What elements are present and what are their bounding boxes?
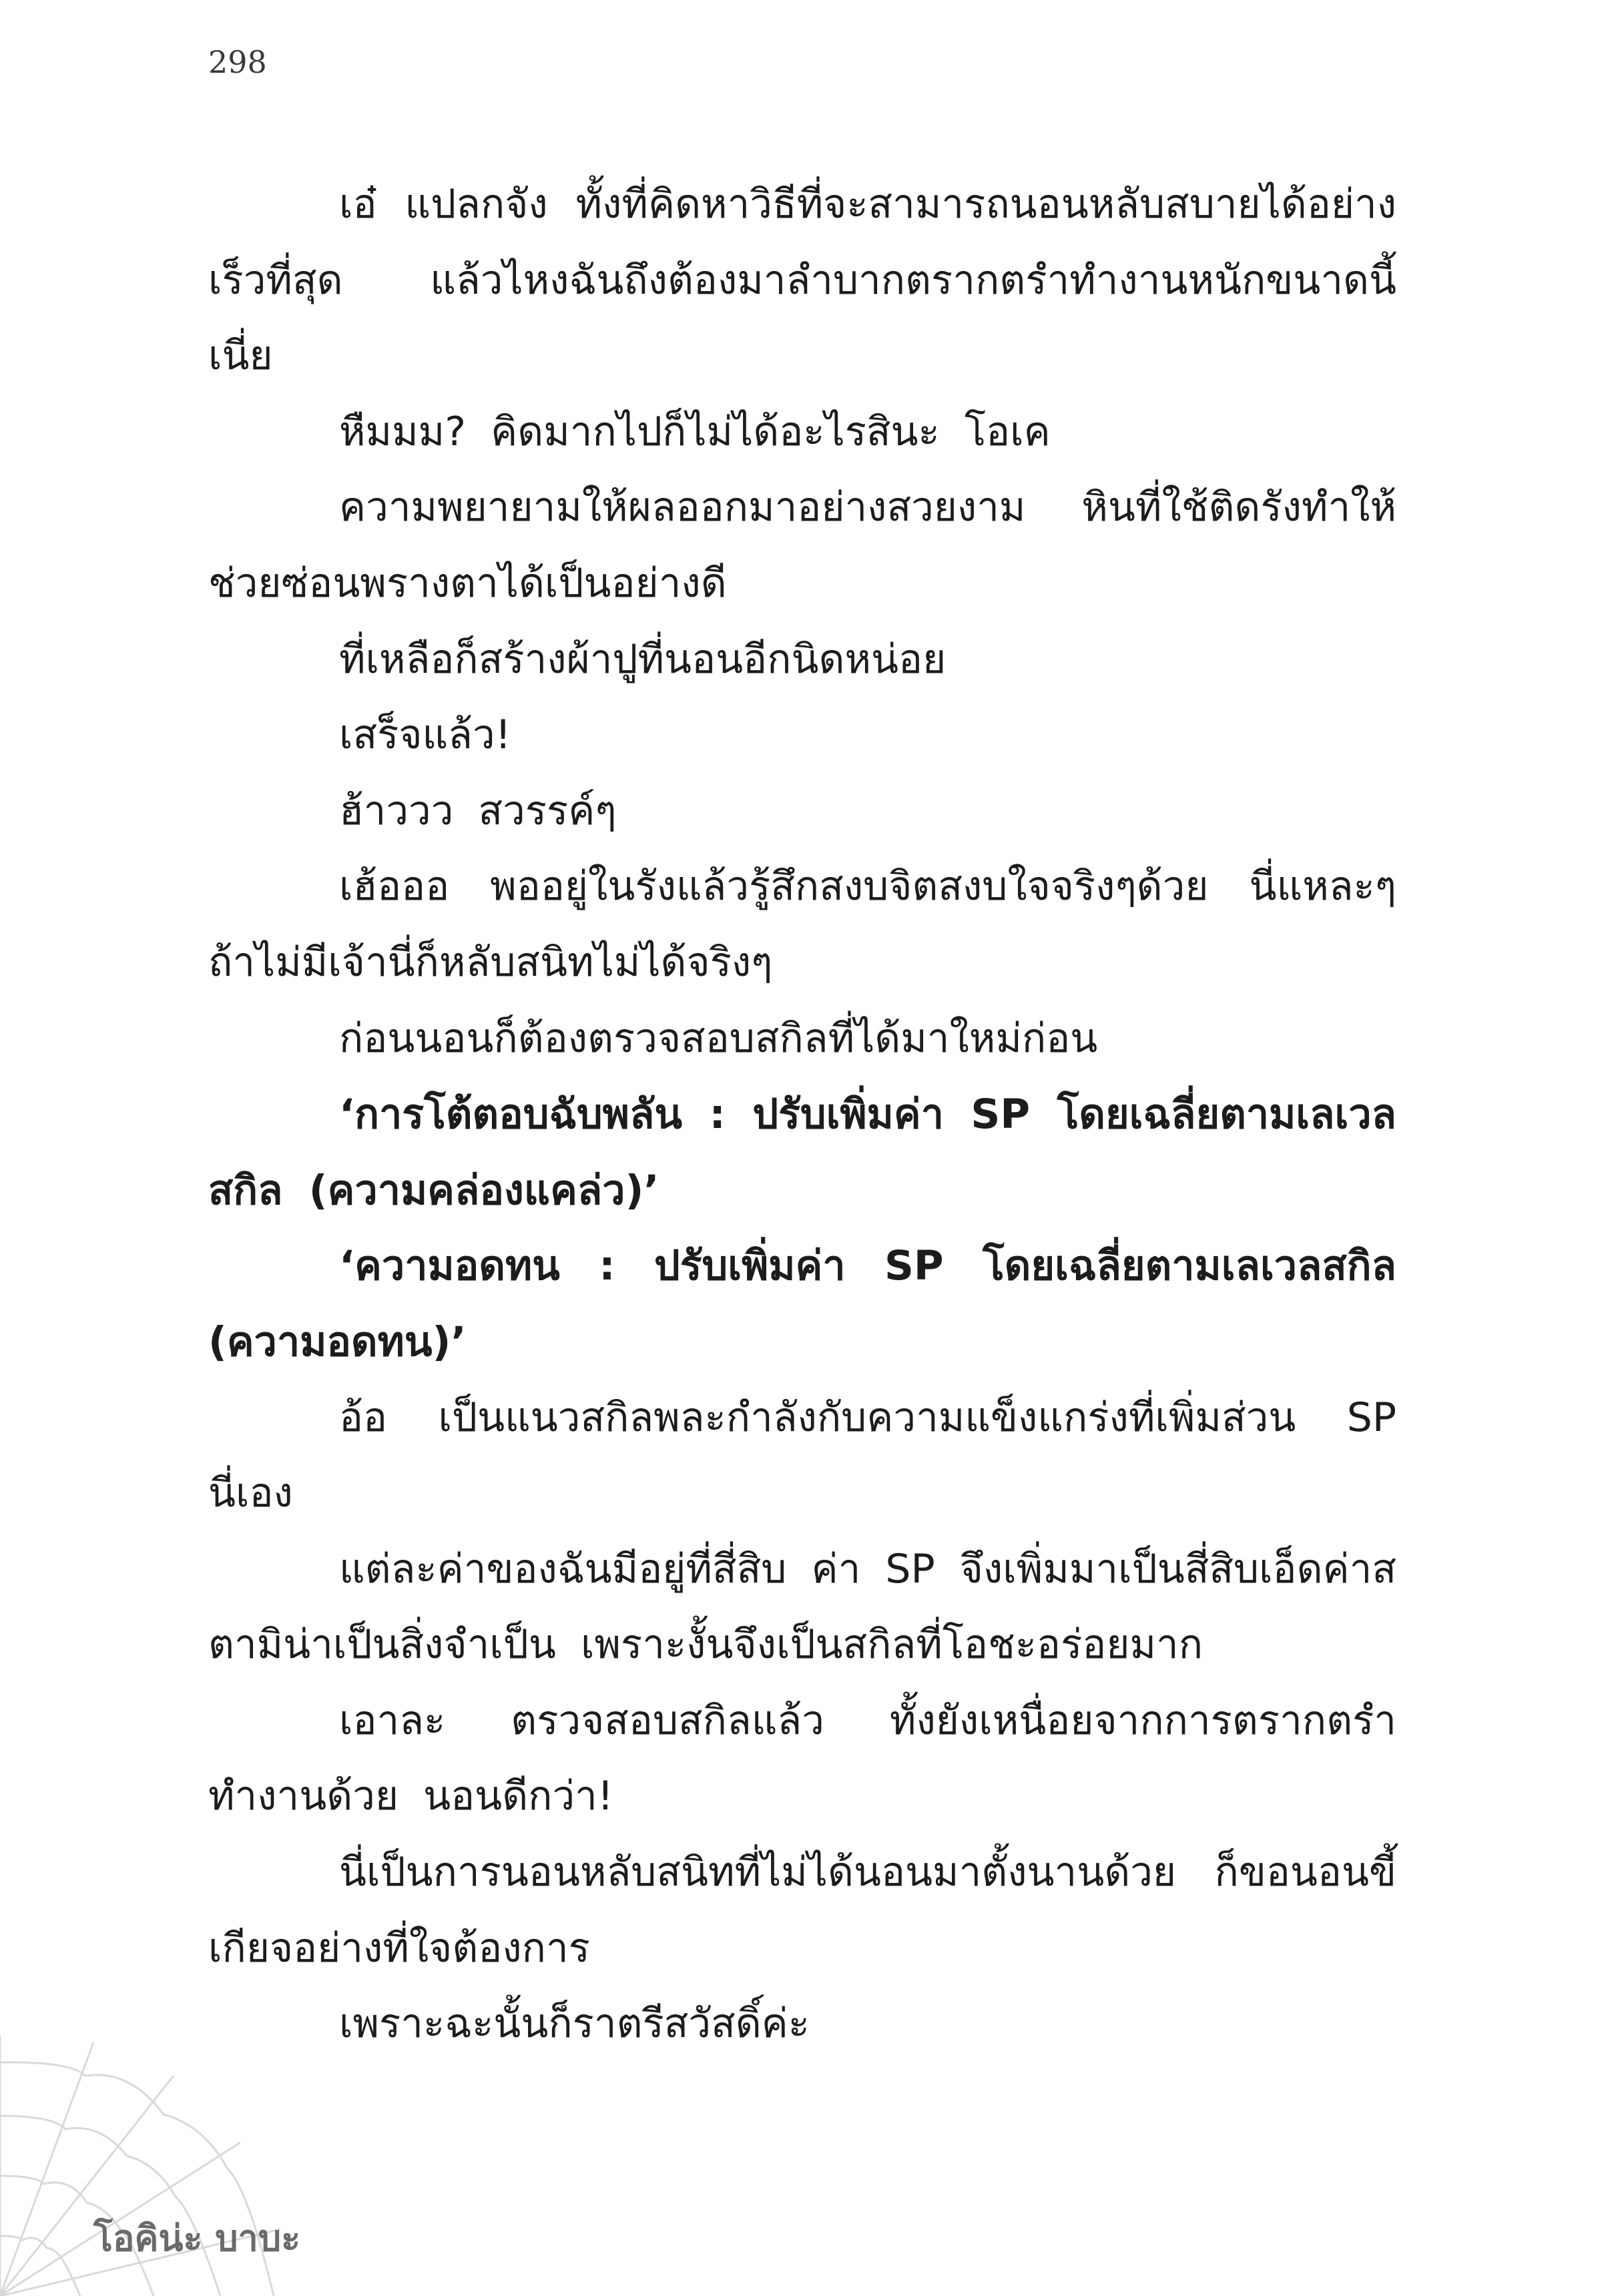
author-footer: โอคิน่ะ บาบะ [93,2217,301,2259]
paragraph-14: นี่เป็นการนอนหลับสนิทที่ไม่ได้นอนมาตั้งนานด้วย ก็ขอนอนขี้เกียจอย่างที่ใจต้องการ [208,1849,1396,1972]
skill-description-endurance: ‘ความอดทน : ปรับเพิ่มค่า SP โดยเฉลี่ยตามเลเวลสกิล (ความอดทน)’ [208,1242,1396,1366]
paragraph-11: อ้อ เป็นแนวสกิลพละกำลังกับความแข็งแกร่งที่เพิ่มส่วน SP นี่เอง [208,1394,1396,1517]
skill-description-quick-response: ‘การโต้ตอบฉับพลัน : ปรับเพิ่มค่า SP โดยเฉลี่ยตามเลเวลสกิล (ความคล่องแคล่ว)’ [208,1091,1396,1214]
paragraph-12: แต่ละค่าของฉันมีอยู่ที่สี่สิบ ค่า SP จึงเพิ่มมาเป็นสี่สิบเอ็ดค่าสตามิน่าเป็นสิ่งจำเป็น เพราะงั้นจึงเป็นสกิลที่โอชะอร่อยมาก [208,1545,1396,1669]
paragraph-8: ก่อนนอนก็ต้องตรวจสอบสกิลที่ได้มาใหม่ก่อน [339,1015,1098,1062]
page-number: 298 [208,44,267,80]
paragraph-2: หืมมม? คิดมากไปก็ไม่ได้อะไรสินะ โอเค [339,408,1051,455]
paragraph-3: ความพยายามให้ผลออกมาอย่างสวยงาม หินที่ใช้ติดรังทำให้ช่วยซ่อนพรางตาได้เป็นอย่างดี [208,484,1396,607]
paragraph-4: ที่เหลือก็สร้างผ้าปูที่นอนอีกนิดหน่อย [339,635,947,683]
paragraph-15: เพราะฉะนั้นก็ราตรีสวัสดิ์ค่ะ [339,2000,810,2048]
paragraph-7: เฮ้อออ พออยู่ในรังแล้วรู้สึกสงบจิตสงบใจจริงๆด้วย นี่แหละๆถ้าไม่มีเจ้านี่ก็หลับสนิทไม่ได้จริงๆ [208,863,1396,986]
paragraph-13: เอาละ ตรวจสอบสกิลแล้ว ทั้งยังเหนื่อยจากการตรากตรำทำงานด้วย นอนดีกว่า! [208,1697,1396,1820]
body-text [208,167,1396,2062]
paragraph-1: เอ๋ แปลกจัง ทั้งที่คิดหาวิธีที่จะสามารถนอนหลับสบายได้อย่างเร็วที่สุด แล้วไหงฉันถึงต้องมาลำบากตรากตรำทำงานหนักขนาดนี้เนี่ย [208,181,1396,380]
paragraph-5: เสร็จแล้ว! [339,711,511,759]
paragraph-6: ฮ้าววว สวรรค์ๆ [339,787,617,834]
